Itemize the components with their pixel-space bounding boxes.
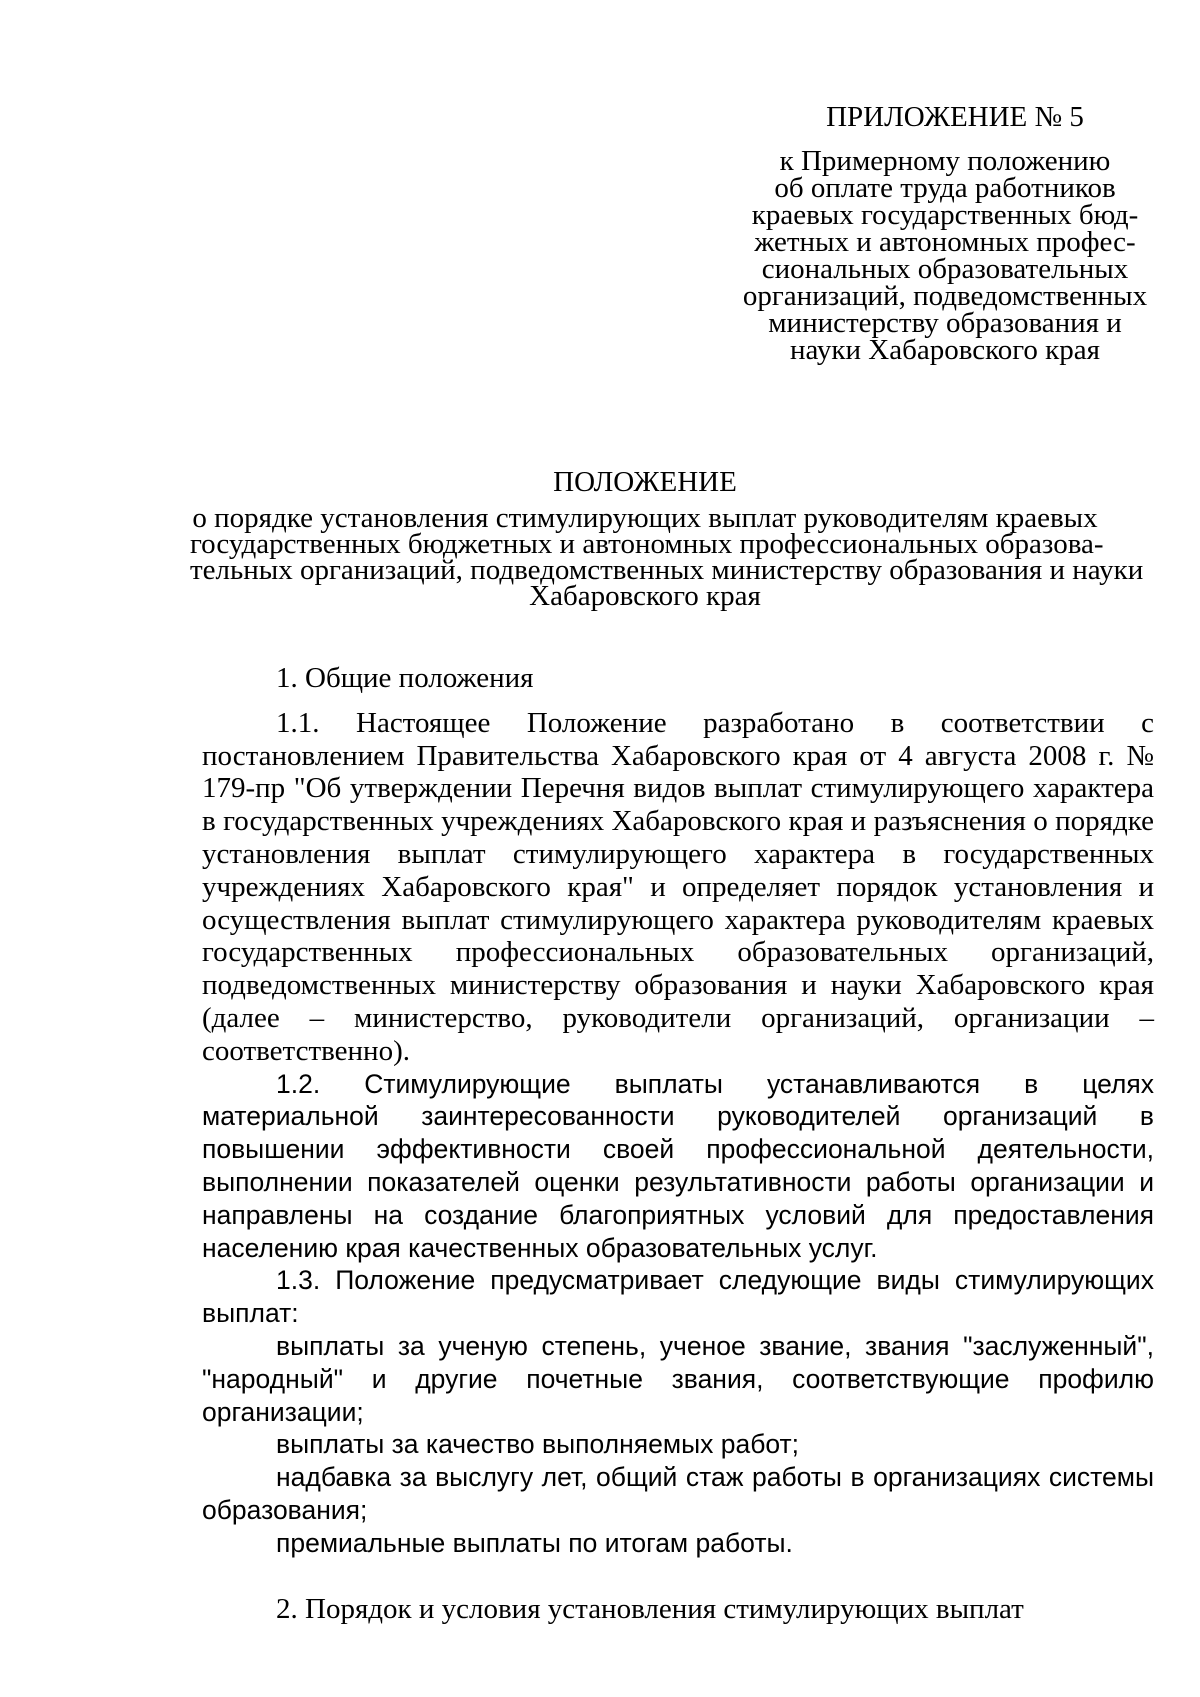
appendix-block bbox=[740, 100, 1150, 364]
document-subtitle-line: тельных организаций, подведомственных министерству образования и науки bbox=[190, 554, 1144, 586]
appendix-line: об оплате труда работников bbox=[774, 172, 1116, 204]
document-subtitle-line: о порядке установления стимулирующих выплат руководителям краевых bbox=[192, 502, 1098, 534]
document-subtitle-line: Хабаровского края bbox=[529, 580, 761, 612]
appendix-line: министерству образования и bbox=[768, 307, 1122, 339]
appendix-line: организаций, подведомственных bbox=[742, 280, 1148, 312]
document-title-block bbox=[190, 465, 1144, 612]
appendix-line: краевых государственных бюд- bbox=[751, 199, 1139, 231]
paragraph-1-3 bbox=[202, 1264, 1154, 1330]
paragraph-1-2: 1.2. Стимулирующие выплаты устанавливаются в целях материальной заинтересованности руководителей организаций в повышении эффективности своей профессиональной деятельности, выполнении показателей оценки результативности работы организации и направлены на создание благоприятных условий для предоставления населению края качественных образовательных услуг. bbox=[202, 1068, 1154, 1263]
paragraph-1-1: 1.1. Настоящее Положение разработано в соответствии с постановлением Правительства Хабаровского края от 4 августа 2008 г. № 179-пр "Об утверждении Перечня видов выплат стимулирующего характера в государственных учреждениях Хабаровского края и разъяснения о порядке установления выплат стимулирующего характера в государственных учреждениях Хабаровского края" и определяет порядок установления и осуществления выплат стимулирующего характера руководителям краевых государственных профессиональных образовательных организаций, подведомственных министерству образования и науки Хабаровского края (далее – министерство, руководители организаций, организации – соответственно). bbox=[202, 706, 1154, 1067]
list-item: надбавка за выслугу лет, общий стаж работы в организациях системы образования; bbox=[202, 1462, 1154, 1525]
appendix-line: науки Хабаровского края bbox=[790, 334, 1100, 366]
section-2-heading: 2. Порядок и условия установления стимулирующих выплат bbox=[276, 1592, 1024, 1625]
list-item: выплаты за качество выполняемых работ; bbox=[276, 1429, 800, 1460]
appendix-line: к Примерному положению bbox=[779, 145, 1111, 177]
appendix-line: жетных и автономных профес- bbox=[754, 226, 1136, 258]
document-title: ПОЛОЖЕНИЕ bbox=[553, 466, 737, 498]
list-item: выплаты за ученую степень, ученое звание, звания "заслуженный", "народный" и другие почетные звания, соответствующие профилю организации; bbox=[202, 1330, 1154, 1427]
appendix-title: ПРИЛОЖЕНИЕ № 5 bbox=[826, 101, 1084, 133]
list-item: премиальные выплаты по итогам работы. bbox=[276, 1527, 793, 1558]
appendix-line: сиональных образовательных bbox=[761, 253, 1129, 285]
section-1-heading: 1. Общие положения bbox=[276, 662, 534, 694]
paragraph-1-3-number: 1.3. bbox=[276, 1265, 321, 1296]
document-subtitle-line: государственных бюджетных и автономных профессиональных образова- bbox=[190, 528, 1104, 560]
paragraph-1-3-text: Положение предусматривает следующие виды стимулирующих выплат: bbox=[202, 1265, 1154, 1329]
document-body bbox=[202, 662, 1154, 1625]
